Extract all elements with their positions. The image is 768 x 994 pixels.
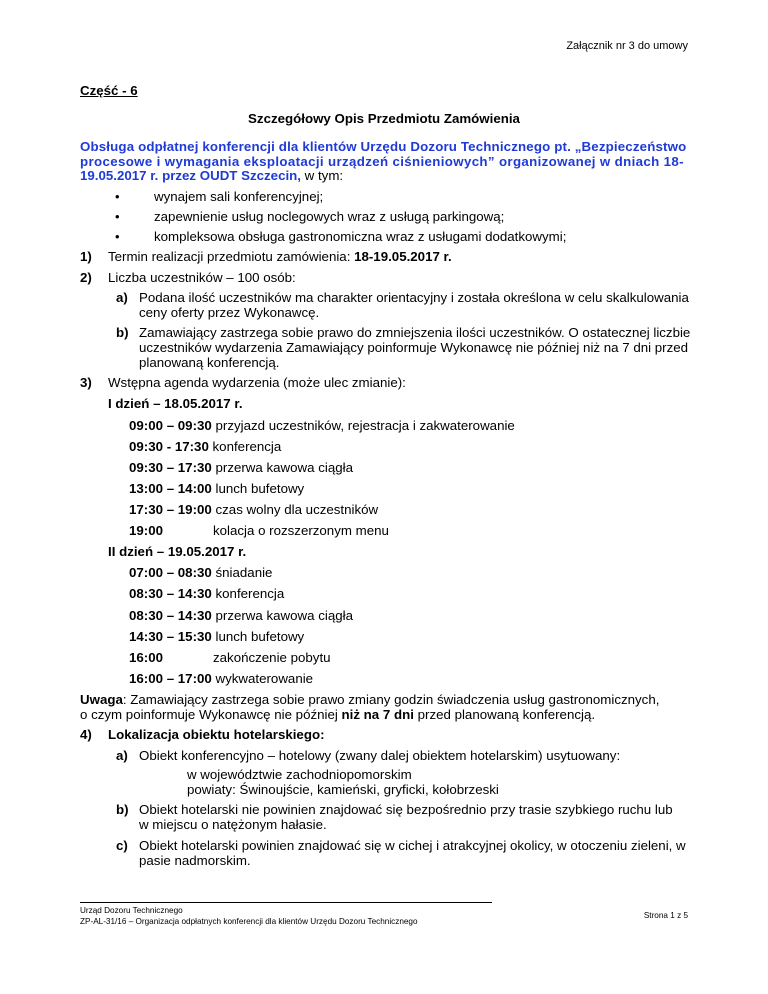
bullet-item: wynajem sali konferencyjnej;: [154, 188, 324, 204]
item-4-number: 4): [80, 727, 92, 743]
item-4-text: Lokalizacja obiektu hotelarskiego:: [108, 727, 325, 743]
note-text-bold: niż na 7 dni: [341, 707, 414, 723]
item-2b-line-1: Zamawiający zastrzega sobie prawo do zmniejszenia ilości uczestników. O ostatecznej liczbie: [139, 325, 691, 341]
part-label: Część - 6: [80, 83, 138, 99]
agenda-row: [129, 629, 304, 644]
item-2-number: 2): [80, 269, 92, 285]
agenda-row: [129, 671, 313, 686]
item-4a-label: a): [116, 747, 128, 763]
item-4a-line-2: w województwie zachodniopomorskim: [187, 766, 412, 782]
agenda-desc: przerwa kawowa ciągła: [211, 459, 353, 475]
intro-line-3-suffix: w tym:: [300, 168, 344, 184]
agenda-desc: przyjazd uczestników, rejestracja i zakwaterowanie: [211, 417, 515, 433]
agenda-time: 08:30 – 14:30: [129, 586, 212, 602]
bullet-item: kompleksowa obsługa gastronomiczna wraz z usługami dodatkowymi;: [154, 229, 567, 245]
item-2a-label: a): [116, 289, 128, 305]
item-4c-line-1: Obiekt hotelarski powinien znajdować się w cichej i atrakcyjnej okolicy, w otoczeniu zieleni, w: [139, 838, 686, 854]
agenda-row: [129, 481, 304, 496]
agenda-row: [129, 439, 281, 454]
agenda-row: [129, 586, 284, 601]
agenda-time: 14:30 – 15:30: [129, 628, 212, 644]
agenda-time: 19:00: [129, 523, 164, 539]
attachment-label: Załącznik nr 3 do umowy: [566, 40, 688, 52]
intro-line-3: [80, 168, 343, 183]
note-label: Uwaga: [80, 692, 123, 708]
item-3-text: Wstępna agenda wydarzenia (może ulec zmianie):: [108, 375, 406, 391]
item-2b-line-3: planowaną konferencją.: [139, 355, 280, 371]
agenda-row: [129, 565, 272, 580]
bullet-icon: •: [115, 188, 120, 204]
agenda-desc: śniadanie: [211, 565, 273, 581]
note-text-c: przed planowaną konferencją.: [413, 707, 596, 723]
agenda-desc: czas wolny dla uczestników: [211, 502, 379, 517]
document-title: Szczegółowy Opis Przedmiotu Zamówienia: [248, 111, 520, 127]
item-2b-label: b): [116, 325, 129, 341]
item-2a-line-1: Podana ilość uczestników ma charakter orientacyjny i została określona w celu skalkulowania: [139, 289, 689, 305]
agenda-time: 07:00 – 08:30: [129, 565, 212, 581]
agenda-row: [129, 460, 353, 475]
agenda-desc: kolacja o rozszerzonym menu: [213, 523, 389, 539]
page-number: Strona 1 z 5: [643, 911, 688, 920]
day-2-heading: II dzień – 19.05.2017 r.: [108, 544, 247, 560]
bullet-item: zapewnienie usług noclegowych wraz z usługą parkingową;: [154, 208, 505, 224]
agenda-desc: konferencja: [208, 438, 282, 454]
agenda-desc: przerwa kawowa ciągła: [211, 607, 353, 623]
day-1-heading: I dzień – 18.05.2017 r.: [108, 396, 243, 412]
agenda-time: 09:30 – 17:30: [129, 459, 212, 475]
agenda-row: [129, 608, 353, 623]
item-2-text: Liczba uczestników – 100 osób:: [108, 269, 296, 285]
intro-line-3-bold: 19.05.2017 r. przez OUDT Szczecin,: [80, 168, 301, 184]
agenda-row: [129, 502, 378, 517]
item-1-value: 18-19.05.2017 r.: [354, 249, 452, 265]
agenda-desc: konferencja: [211, 586, 285, 602]
agenda-desc: zakończenie pobytu: [213, 649, 331, 665]
item-4b-line-2: w miejscu o natężonym hałasie.: [139, 817, 327, 833]
item-4b-label: b): [116, 802, 129, 818]
agenda-time: 08:30 – 14:30: [129, 607, 212, 623]
note-line-2: [80, 707, 595, 722]
item-4a-line-1: Obiekt konferencyjno – hotelowy (zwany dalej obiektem hotelarskim) usytuowany:: [139, 747, 621, 763]
item-2a-line-2: ceny oferty przez Wykonawcę.: [139, 304, 320, 320]
item-4a-line-3: powiaty: Świnoujście, kamieński, gryficki, kołobrzeski: [187, 781, 499, 797]
bullet-icon: •: [115, 229, 120, 245]
agenda-desc: wykwaterowanie: [211, 670, 314, 686]
footer-divider: [80, 902, 492, 903]
bullet-icon: •: [115, 208, 120, 224]
agenda-desc: lunch bufetowy: [211, 628, 305, 644]
item-2b-line-2: uczestników wydarzenia Zamawiający poinformuje Wykonawcę nie później niż na 7 dni przed: [139, 340, 689, 356]
agenda-row: [129, 418, 515, 433]
item-4b-line-1: Obiekt hotelarski nie powinien znajdować się bezpośrednio przy trasie szybkiego ruchu lub: [139, 802, 673, 818]
item-1-text: [108, 249, 452, 264]
agenda-time: 09:30 - 17:30: [129, 438, 209, 454]
item-1-label: Termin realizacji przedmiotu zamówienia:: [108, 249, 355, 265]
agenda-time: 16:00 – 17:00: [129, 670, 212, 686]
footer-organization: Urząd Dozoru Technicznego: [80, 906, 183, 915]
intro-line-1: Obsługa odpłatnej konferencji dla klientów Urzędu Dozoru Technicznego pt. „Bezpieczeństwo: [80, 138, 687, 154]
item-4c-line-2: pasie nadmorskim.: [139, 853, 251, 869]
note-line-1: [80, 692, 688, 707]
agenda-time: 17:30 – 19:00: [129, 502, 212, 517]
intro-line-2: procesowe i wymagania eksploatacji urządzeń ciśnieniowych” organizowanej w dniach 18-: [80, 153, 684, 169]
item-4c-label: c): [116, 838, 128, 854]
item-3-number: 3): [80, 375, 92, 391]
agenda-time: 13:00 – 14:00: [129, 480, 212, 496]
agenda-time: 09:00 – 09:30: [129, 417, 212, 433]
agenda-desc: lunch bufetowy: [211, 480, 305, 496]
item-1-number: 1): [80, 249, 92, 265]
note-text: : Zamawiający zastrzega sobie prawo zmiany godzin świadczenia usług gastronomicznych,: [122, 692, 660, 708]
note-text-a: o czym poinformuje Wykonawcę nie później: [80, 707, 342, 723]
footer-reference: ZP-AL-31/16 – Organizacja odpłatnych konferencji dla klientów Urzędu Dozoru Technicznego: [80, 917, 418, 926]
agenda-time: 16:00: [129, 649, 164, 665]
